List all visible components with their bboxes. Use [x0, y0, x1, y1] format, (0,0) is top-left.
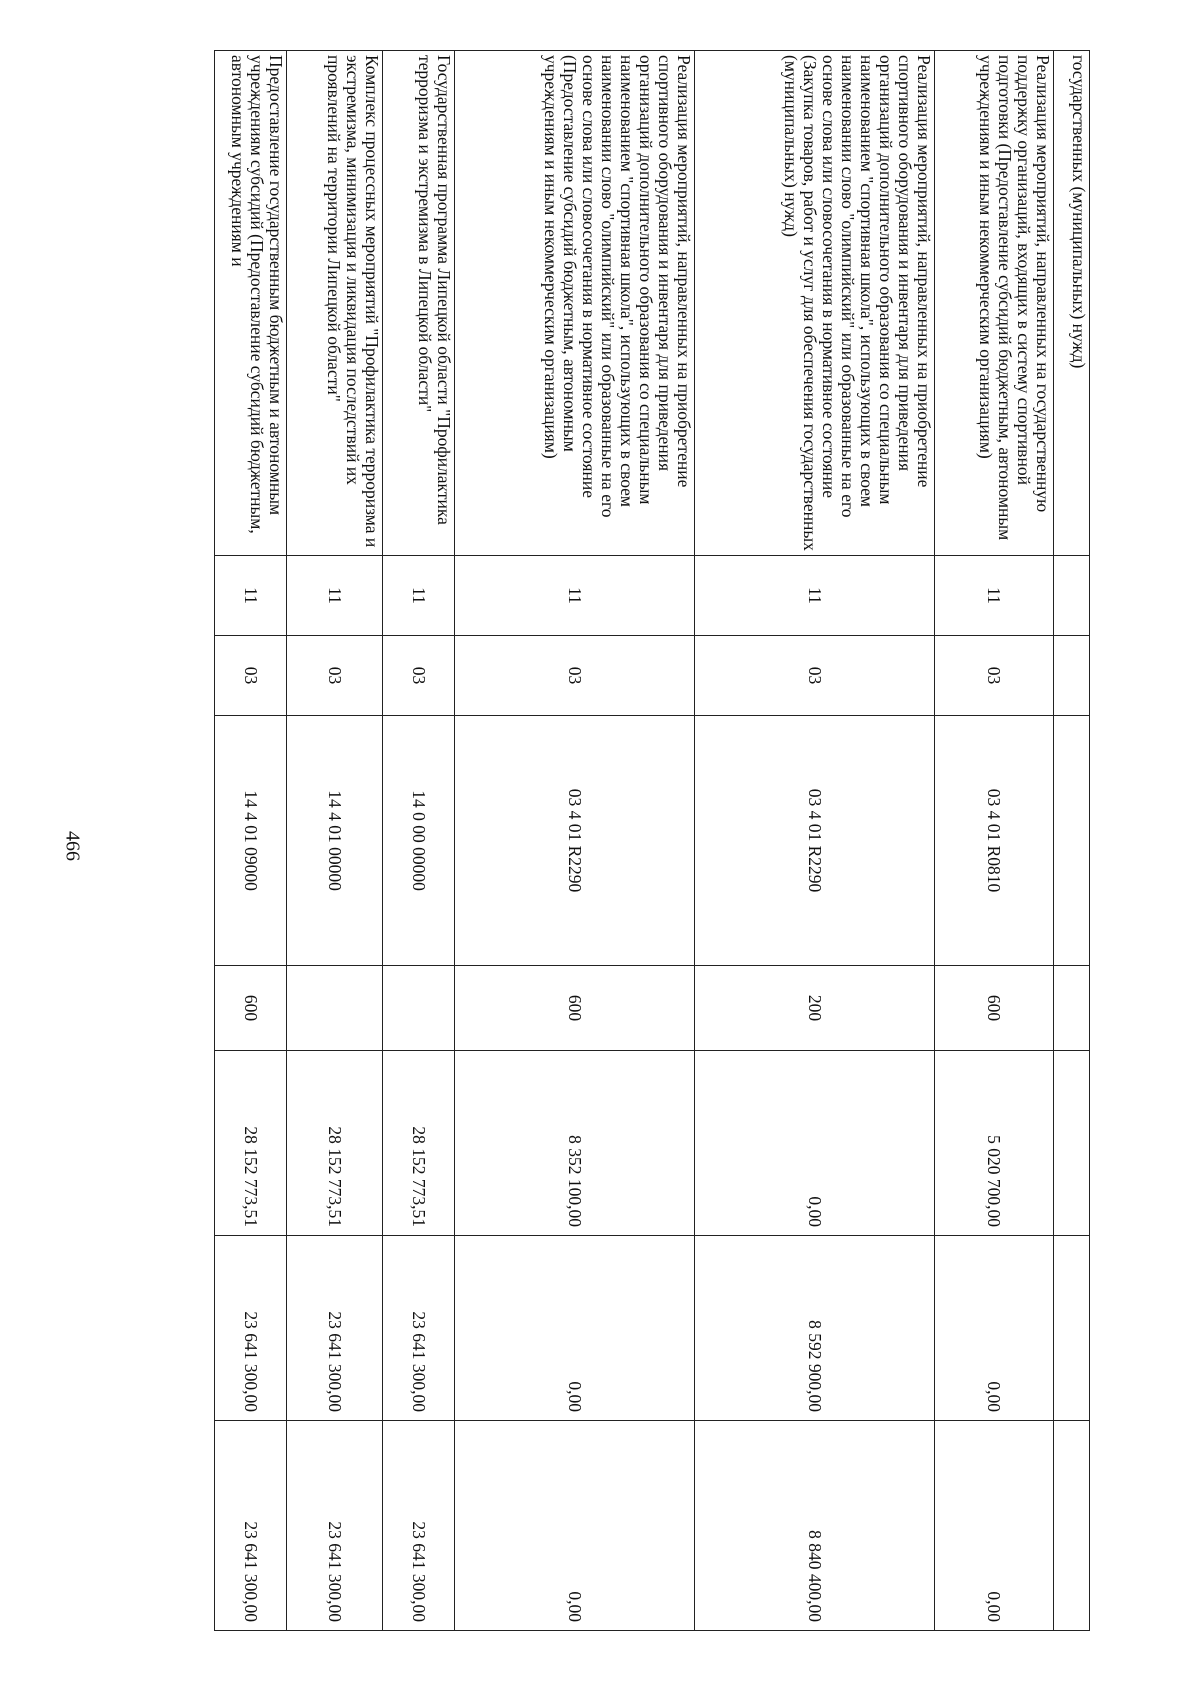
row-description: Комплекс процессных мероприятий "Профилактика терроризма и экстремизма, минимизация и ликвидация последствий их проявлений на территории Липецкой области": [287, 51, 383, 556]
amount-year-3: [1054, 1421, 1090, 1631]
expense-type-code: [383, 966, 455, 1051]
row-description: Предоставление государственным бюджетным и автономным учреждениям субсидий (Предоставление субсидий бюджетным, автономным учреждениям и: [215, 51, 287, 556]
section-code: 03: [383, 636, 455, 716]
expense-type-code: [287, 966, 383, 1051]
ministry-code: 11: [935, 556, 1054, 636]
row-description: государственных (муниципальных) нужд): [1054, 51, 1090, 556]
amount-year-2: 23 641 300,00: [287, 1236, 383, 1421]
amount-year-1: 8 352 100,00: [455, 1051, 695, 1236]
target-article-code: 03 4 01 R0810: [935, 716, 1054, 966]
target-article-code: 03 4 01 R2290: [695, 716, 935, 966]
budget-table: [214, 50, 1090, 1631]
amount-year-1: 0,00: [695, 1051, 935, 1236]
amount-year-1: 28 152 773,51: [383, 1051, 455, 1236]
amount-year-2: 8 592 900,00: [695, 1236, 935, 1421]
target-article-code: 14 4 01 00000: [287, 716, 383, 966]
amount-year-1: 28 152 773,51: [287, 1051, 383, 1236]
table-row: [287, 51, 383, 1631]
amount-year-3: 23 641 300,00: [383, 1421, 455, 1631]
expense-type-code: 600: [215, 966, 287, 1051]
amount-year-1: 5 020 700,00: [935, 1051, 1054, 1236]
rotated-page-content: [210, 50, 1090, 1650]
section-code: 03: [695, 636, 935, 716]
amount-year-1: [1054, 1051, 1090, 1236]
row-description: Реализация мероприятий, направленных на приобретение спортивного оборудования и инвентаря для приведения организаций дополнительного образования со специальным наименованием "спортивная школа", использующих в своем наименовании слово "олимпийский" или образованные на его основе слова или словосочетания в нормативное состояние (Закупка товаров, работ и услуг для обеспечения государственных (муниципальных) нужд): [695, 51, 935, 556]
expense-type-code: 600: [455, 966, 695, 1051]
amount-year-2: 0,00: [455, 1236, 695, 1421]
amount-year-3: 0,00: [935, 1421, 1054, 1631]
section-code: 03: [215, 636, 287, 716]
row-description: Реализация мероприятий, направленных на приобретение спортивного оборудования и инвентаря для приведения организаций дополнительного образования со специальным наименованием "спортивная школа", использующих в своем наименовании слово "олимпийский" или образованные на его основе слова или словосочетания в нормативное состояние (Предоставление субсидий бюджетным, автономным учреждениям и иным некоммерческим организациям): [455, 51, 695, 556]
amount-year-3: 0,00: [455, 1421, 695, 1631]
row-description: Государственная программа Липецкой области "Профилактика терроризма и экстремизма в Липецкой области": [383, 51, 455, 556]
amount-year-2: [1054, 1236, 1090, 1421]
ministry-code: 11: [383, 556, 455, 636]
amount-year-3: 23 641 300,00: [215, 1421, 287, 1631]
ministry-code: [1054, 556, 1090, 636]
target-article-code: 14 4 01 09000: [215, 716, 287, 966]
target-article-code: 03 4 01 R2290: [455, 716, 695, 966]
amount-year-1: 28 152 773,51: [215, 1051, 287, 1236]
amount-year-2: 23 641 300,00: [215, 1236, 287, 1421]
page-number: 466: [61, 831, 84, 861]
amount-year-3: 23 641 300,00: [287, 1421, 383, 1631]
section-code: 03: [287, 636, 383, 716]
table-row: [1054, 51, 1090, 1631]
amount-year-3: 8 840 400,00: [695, 1421, 935, 1631]
ministry-code: 11: [455, 556, 695, 636]
target-article-code: 14 0 00 00000: [383, 716, 455, 966]
table-row: [383, 51, 455, 1631]
table-row: [935, 51, 1054, 1631]
table-row: [695, 51, 935, 1631]
target-article-code: [1054, 716, 1090, 966]
amount-year-2: 0,00: [935, 1236, 1054, 1421]
expense-type-code: 200: [695, 966, 935, 1051]
expense-type-code: 600: [935, 966, 1054, 1051]
section-code: 03: [935, 636, 1054, 716]
table-row: [455, 51, 695, 1631]
ministry-code: 11: [695, 556, 935, 636]
ministry-code: 11: [215, 556, 287, 636]
section-code: [1054, 636, 1090, 716]
row-description: Реализация мероприятий, направленных на государственную поддержку организаций, входящих в систему спортивной подготовки (Предоставление субсидий бюджетным, автономным учреждениям и иным некоммерческим организациям): [935, 51, 1054, 556]
ministry-code: 11: [287, 556, 383, 636]
expense-type-code: [1054, 966, 1090, 1051]
table-row: [215, 51, 287, 1631]
amount-year-2: 23 641 300,00: [383, 1236, 455, 1421]
section-code: 03: [455, 636, 695, 716]
